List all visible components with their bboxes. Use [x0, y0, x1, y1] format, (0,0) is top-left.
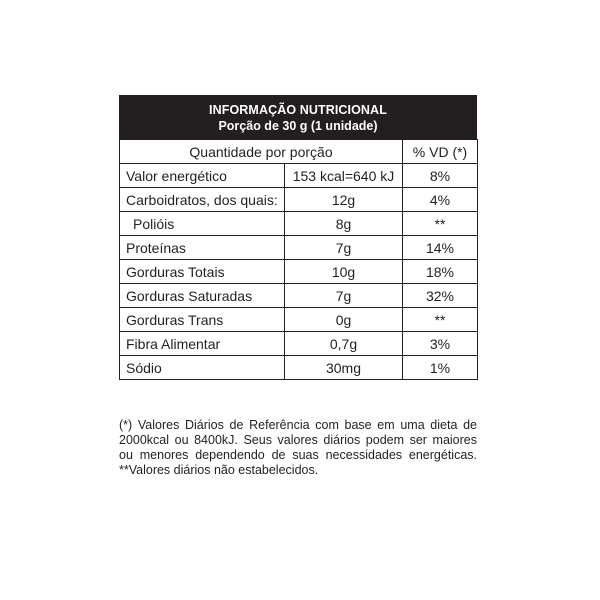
nutrient-amount: 7g: [285, 284, 403, 308]
nutrient-name: Gorduras Trans: [120, 308, 285, 332]
table-row: [120, 356, 478, 380]
nutrient-amount: 7g: [285, 236, 403, 260]
nutrient-vd: **: [403, 308, 478, 332]
table-row: [120, 284, 478, 308]
nutrient-amount: 0,7g: [285, 332, 403, 356]
table-row: [120, 188, 478, 212]
nutrient-amount: 10g: [285, 260, 403, 284]
nutrient-vd: 4%: [403, 188, 478, 212]
footnote: (*) Valores Diários de Referência com base em uma dieta de 2000kcal ou 8400kJ. Seus valores diários podem ser maiores ou menores dependendo de suas necessidades energéticas. **Valores diários não estabelecidos.: [119, 418, 477, 477]
table-row: [120, 164, 478, 188]
label-title: INFORMAÇÃO NUTRICIONAL: [209, 103, 387, 117]
nutrient-name: Carboidratos, dos quais:: [120, 188, 285, 212]
quantity-column-header: Quantidade por porção: [120, 140, 403, 164]
nutrition-table: [119, 139, 478, 380]
nutrient-name: Polióis: [120, 212, 285, 236]
nutrient-name: Gorduras Saturadas: [120, 284, 285, 308]
table-row: [120, 236, 478, 260]
nutrient-name: Gorduras Totais: [120, 260, 285, 284]
nutrient-vd: 18%: [403, 260, 478, 284]
table-row: [120, 308, 478, 332]
nutrient-vd: 32%: [403, 284, 478, 308]
nutrient-amount: 0g: [285, 308, 403, 332]
label-header: [119, 95, 477, 139]
nutrient-vd: 1%: [403, 356, 478, 380]
table-row: [120, 332, 478, 356]
nutrient-name: Sódio: [120, 356, 285, 380]
nutrient-name: Valor energético: [120, 164, 285, 188]
nutrient-vd: 3%: [403, 332, 478, 356]
table-row: [120, 212, 478, 236]
table-row: [120, 260, 478, 284]
nutrient-name: Fibra Alimentar: [120, 332, 285, 356]
nutrient-vd: **: [403, 212, 478, 236]
nutrient-vd: 8%: [403, 164, 478, 188]
serving-size: Porção de 30 g (1 unidade): [218, 119, 378, 133]
vd-column-header: % VD (*): [403, 140, 478, 164]
nutrient-amount: 30mg: [285, 356, 403, 380]
nutrient-amount: 12g: [285, 188, 403, 212]
nutrient-amount: 153 kcal=640 kJ: [285, 164, 403, 188]
nutrient-vd: 14%: [403, 236, 478, 260]
nutrient-name: Proteínas: [120, 236, 285, 260]
nutrient-amount: 8g: [285, 212, 403, 236]
table-header-row: [120, 140, 478, 164]
nutrition-label: [119, 95, 477, 380]
